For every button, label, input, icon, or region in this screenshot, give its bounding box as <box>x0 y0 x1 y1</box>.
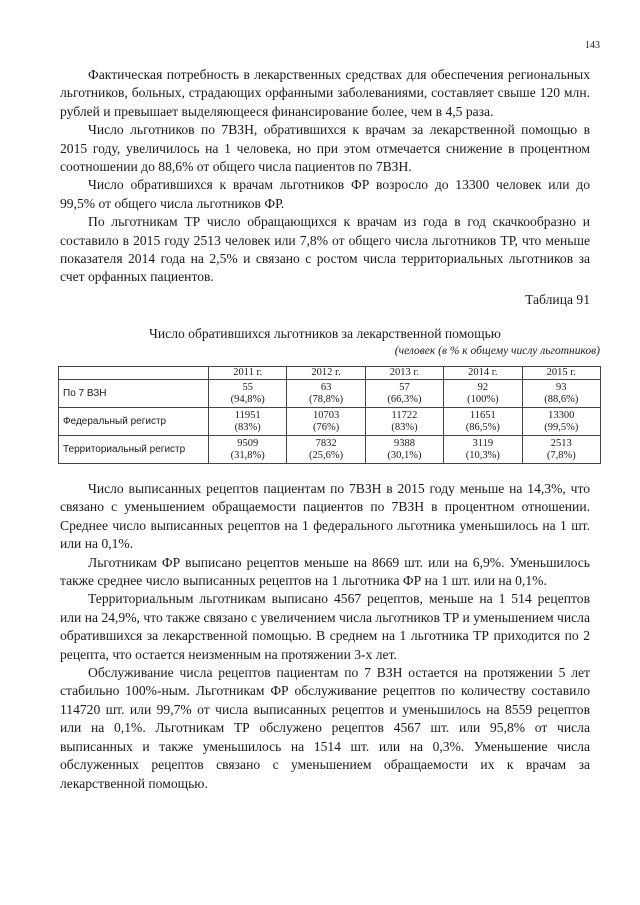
row-label: По 7 ВЗН <box>59 380 209 408</box>
cell-count: 3119 <box>472 437 494 449</box>
cell-count: 7832 <box>315 437 337 449</box>
table-cell <box>522 408 600 436</box>
cell-percent: (83%) <box>234 421 261 433</box>
cell-percent: (31,8%) <box>230 449 265 461</box>
table-row <box>59 408 601 436</box>
table-row <box>59 380 601 408</box>
paragraph: Число обратившихся к врачам льготников ФР возросло до 13300 человек или до 99,5% от общего числа льготников ФР. <box>60 177 590 211</box>
cell-count: 9509 <box>237 437 259 449</box>
cell-percent: (86,5%) <box>465 421 500 433</box>
table-cell <box>365 436 443 464</box>
body-text-top <box>60 66 590 287</box>
cell-count: 93 <box>556 381 567 393</box>
cell-percent: (78,8%) <box>309 393 344 405</box>
table-number: Таблица 91 <box>525 292 590 307</box>
year-header: 2015 г. <box>522 367 600 380</box>
paragraph: Территориальным льготникам выписано 4567 рецептов, меньше на 1 514 рецептов или на 24,9%, что также связано с увеличением числа льготников ТР и уменьшением числа обратившихся за лекарственной помощью. В среднем на 1 льготника ТР приходится по 2 рецепта, что остается неизменным на протяжении 3-х лет. <box>60 591 590 662</box>
row-label: Федеральный регистр <box>59 408 209 436</box>
cell-count: 92 <box>477 381 489 393</box>
paragraph: Число льготников по 7ВЗН, обратившихся к врачам за лекарственной помощью в 2015 году, увеличилось на 1 человека, но при этом отмечается снижение в процентном соотношении до 88,6% от общего числа пациентов по 7ВЗН. <box>60 122 590 175</box>
cell-count: 13300 <box>548 409 575 421</box>
table-cell <box>522 436 600 464</box>
cell-count: 2513 <box>550 437 572 449</box>
cell-count: 11722 <box>391 409 418 421</box>
cell-percent: (10,3%) <box>465 449 500 461</box>
table-header-row <box>59 367 601 380</box>
cell-count: 11951 <box>234 409 261 421</box>
cell-count: 57 <box>399 381 410 393</box>
cell-count: 11651 <box>469 409 496 421</box>
cell-percent: (30,1%) <box>387 449 422 461</box>
table-cell <box>287 380 365 408</box>
table-cell <box>287 436 365 464</box>
paragraph: Льготникам ФР выписано рецептов меньше на 8669 шт. или на 6,9%. Уменьшилось также среднее число выписанных рецептов на 1 льготника ФР на 1 шт. или на 0,1%. <box>60 554 590 589</box>
cell-percent: (25,6%) <box>309 449 344 461</box>
year-header: 2011 г. <box>209 367 287 380</box>
cell-count: 55 <box>242 381 253 393</box>
table-cell <box>209 380 287 408</box>
table-cell <box>444 436 522 464</box>
year-header: 2013 г. <box>365 367 443 380</box>
table-row <box>59 436 601 464</box>
cell-percent: (66,3%) <box>387 393 422 405</box>
data-table <box>58 366 601 464</box>
paragraph: По льготникам ТР число обращающихся к врачам из года в год скачкообразно и составило в 2015 году 2513 человек или 7,8% от общего числа льготников ТР, что меньше показателя 2014 года на 2,5% и связано с ростом числа территориальных льготников за счет орфанных пациентов. <box>60 214 590 285</box>
table-cell <box>209 408 287 436</box>
cell-percent: (100%) <box>467 393 499 405</box>
table-cell <box>365 380 443 408</box>
table-cell <box>522 380 600 408</box>
cell-percent: (76%) <box>312 421 340 433</box>
cell-count: 63 <box>320 381 332 393</box>
page-number: 143 <box>585 40 600 51</box>
cell-percent: (7,8%) <box>546 449 576 461</box>
paragraph: Фактическая потребность в лекарственных средствах для обеспечения региональных льготников, больных, страдающих орфанными заболеваниями, составляет свыше 120 млн. рублей и превышает выделяющееся финансирование более, чем в 4,5 раза. <box>60 67 590 119</box>
cell-count: 10703 <box>312 409 340 421</box>
cell-count: 9388 <box>393 437 415 449</box>
table-cell <box>209 436 287 464</box>
table-cell <box>444 380 522 408</box>
body-text-bottom <box>60 480 590 793</box>
table-title: Число обратившихся льготников за лекарственной помощью <box>149 326 501 341</box>
year-header: 2012 г. <box>287 367 365 380</box>
header-empty-cell <box>59 367 209 380</box>
table-units: (человек (в % к общему числу льготников) <box>394 345 600 357</box>
table-cell <box>444 408 522 436</box>
paragraph: Число выписанных рецептов пациентам по 7ВЗН в 2015 году меньше на 14,3%, что связано с уменьшением обращаемости пациентов по 7ВЗН в процентном отношении. Среднее число выписанных рецептов на 1 федерального льготника уменьшилось на 1 шт. или на 0,1%. <box>60 481 590 552</box>
cell-percent: (88,6%) <box>544 393 579 405</box>
paragraph: Обслуживание числа рецептов пациентам по 7 ВЗН остается на протяжении 5 лет стабильно 100%-ным. Льготникам ФР обслуживание рецептов по количеству составило 114720 шт. или 99,7% от числа выписанных рецептов и уменьшилось на 8559 рецептов или на 0,1%. Льготникам ТР обслужено рецептов 4567 шт. или 95,8% от числа выписанных и также уменьшилось на 1514 шт. или на 0,3%. Уменьшение числа обслуженных рецептов связано с уменьшением обращаемости их к врачам за лекарственной помощью. <box>60 665 590 791</box>
cell-percent: (94,8%) <box>230 393 265 405</box>
cell-percent: (83%) <box>391 421 418 433</box>
cell-percent: (99,5%) <box>544 421 579 433</box>
row-label: Территориальный регистр <box>59 436 209 464</box>
year-header: 2014 г. <box>444 367 522 380</box>
table-cell <box>287 408 365 436</box>
table-cell <box>365 408 443 436</box>
